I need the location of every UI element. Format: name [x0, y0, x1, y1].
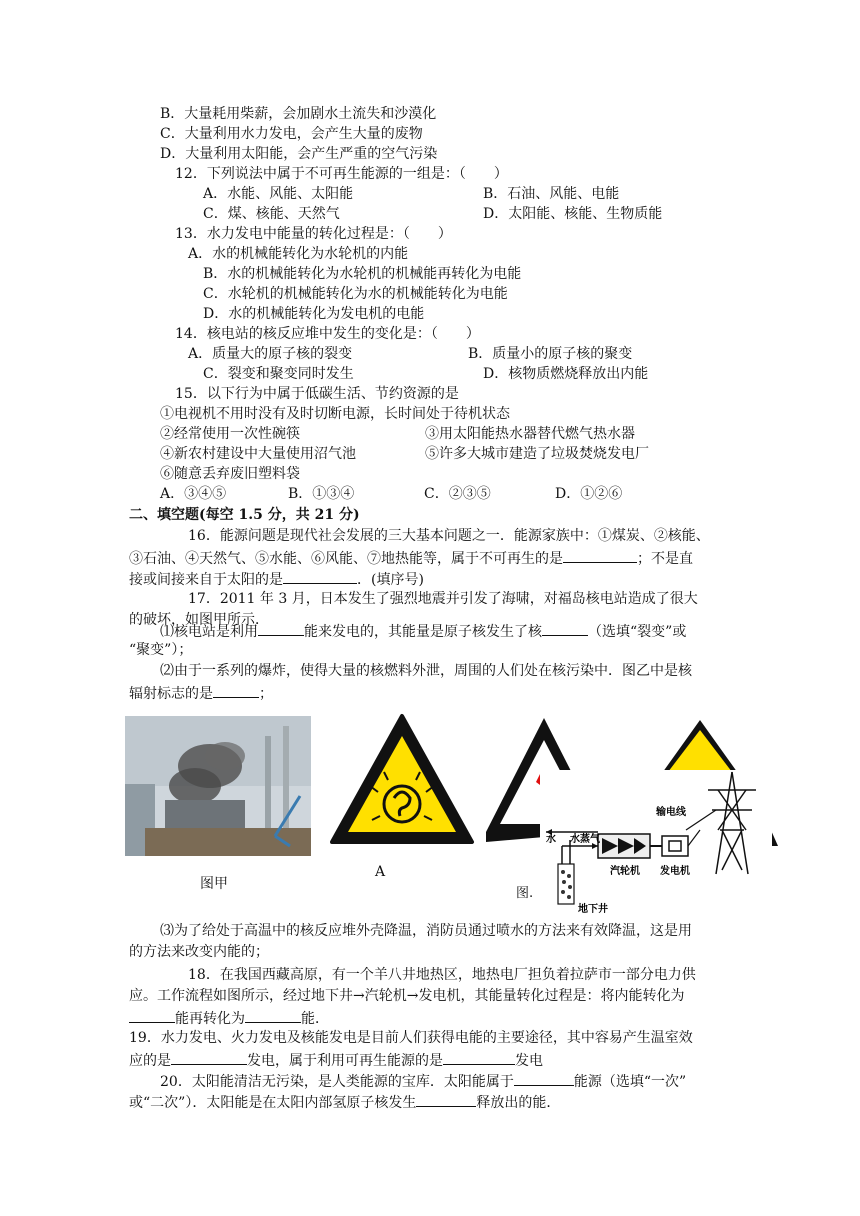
label-turbine: 汽轮机: [610, 866, 640, 877]
q13-stem: 13．水力发电中能量的转化过程是：（ ）: [175, 226, 452, 242]
q16-line1: 16．能源问题是现代社会发展的三大基本问题之一．能源家族中：①煤炭、②核能、: [188, 528, 710, 544]
sign-a-caption: A: [375, 864, 386, 880]
q14-option-c: C．裂变和聚变同时发生: [203, 366, 354, 382]
q17-line2: 的破坏，如图甲所示．: [129, 612, 269, 628]
label-power-line: 输电线: [656, 807, 686, 818]
answer-blank[interactable]: [563, 547, 637, 563]
label-steam: 水蒸气: [570, 834, 600, 845]
q18-line2: 应。工作流程如图所示，经过地下井→汽轮机→发电机，其能量转化过程是：将内能转化为: [129, 988, 685, 1004]
answer-blank[interactable]: [245, 1007, 301, 1023]
fukushima-plant-photo: [125, 716, 311, 856]
q15-option-a: A．③④⑤: [160, 486, 227, 502]
label-generator: 发电机: [660, 866, 690, 877]
q12-option-d: D．太阳能、核能、生物质能: [483, 206, 663, 222]
q19-line1: 19．水力发电、火力发电及核能发电是目前人们获得电能的主要途径，其中容易产生温室效: [129, 1030, 693, 1046]
q15-stem: 15．以下行为中属于低碳生活、节约资源的是: [175, 386, 459, 402]
q12-stem: 12．下列说法中属于不可再生能源的一组是：（ ）: [175, 166, 508, 182]
q15-item-5: ⑤许多大城市建造了垃圾焚烧发电厂: [425, 446, 649, 462]
q13-option-d: D．水的机械能转化为发电机的电能: [203, 306, 425, 322]
q19-line2: 应的是 发电，属于利用可再生能源的是 发电: [129, 1049, 543, 1069]
answer-blank[interactable]: [129, 1007, 175, 1023]
q12-option-c: C．煤、核能、天然气: [203, 206, 340, 222]
noise-warning-sign: [328, 712, 476, 846]
q14-option-d: D．核物质燃烧释放出内能: [483, 366, 649, 382]
q11-option-c: C．大量利用水力发电，会产生大量的废物: [160, 126, 423, 142]
q14-option-a: A．质量大的原子核的裂变: [188, 346, 353, 362]
q15-item-4: ④新农村建设中大量使用沼气池: [160, 446, 356, 462]
q20-line1: 20．太阳能清洁无污染，是人类能源的宝库．太阳能属于 能源（选填“一次”: [160, 1070, 686, 1090]
answer-blank[interactable]: [213, 682, 259, 698]
q17-part3-line2: 的方法来改变内能的；: [129, 944, 269, 960]
q14-stem: 14．核电站的核反应堆中发生的变化是：（ ）: [175, 326, 480, 342]
answer-blank[interactable]: [514, 1070, 574, 1086]
figure-jia-caption: 图甲: [200, 876, 228, 892]
q14-option-b: B．质量小的原子核的聚变: [468, 346, 633, 362]
label-underground-well: 地下井: [578, 904, 608, 915]
q11-option-d: D．大量利用太阳能，会产生严重的空气污染: [160, 146, 438, 162]
answer-blank[interactable]: [542, 620, 588, 636]
figure-yi-caption: 图.: [516, 886, 534, 901]
q20-line2: 或“二次”）．太阳能是在太阳内部氢原子核发生 释放出的能．: [129, 1091, 560, 1111]
q17-part3-line1: ⑶为了给处于高温中的核反应堆外壳降温，消防员通过喷水的方法来有效降温，这是用: [160, 923, 692, 939]
answer-blank[interactable]: [443, 1049, 515, 1065]
q12-option-a: A．水能、风能、太阳能: [203, 186, 354, 202]
geothermal-diagram: [540, 770, 772, 916]
q15-item-2: ②经常使用一次性碗筷: [160, 426, 300, 442]
q16-line2: ③石油、④天然气、⑤水能、⑥风能、⑦地热能等，属于不可再生的是 ；不是直: [129, 547, 693, 567]
q13-option-a: A．水的机械能转化为水轮机的内能: [188, 246, 409, 262]
q13-option-b: B．水的机械能转化为水轮机的机械能再转化为电能: [203, 266, 522, 282]
q15-option-c: C．②③⑤: [424, 486, 491, 502]
label-water: 水: [546, 834, 556, 845]
q13-option-c: C．水轮机的机械能转化为水的机械能转化为电能: [203, 286, 508, 302]
answer-blank[interactable]: [258, 620, 304, 636]
q15-item-6: ⑥随意丢弃废旧塑料袋: [160, 466, 300, 482]
q17-line1: 17．2011 年 3 月，日本发生了强烈地震并引发了海啸，对福岛核电站造成了很大: [188, 591, 698, 607]
q17-part1-line: ⑴核电站是利用 能来发电的，其能量是原子核发生了核 （选填“裂变”或: [160, 620, 686, 640]
q15-option-d: D．①②⑥: [555, 486, 623, 502]
q18-line3: 能再转化为 能．: [129, 1007, 329, 1027]
q17-part2-line2: 辐射标志的是 ；: [129, 682, 273, 702]
answer-blank[interactable]: [171, 1049, 247, 1065]
answer-blank[interactable]: [416, 1091, 476, 1107]
q17-part2-line1: ⑵由于一系列的爆炸，使得大量的核燃料外泄，周围的人们处在核污染中．图乙中是核: [160, 663, 692, 679]
q16-line3: 接或间接来自于太阳的是 ．(填序号): [129, 568, 424, 588]
q17-part1-line2: “聚变”）；: [129, 642, 193, 658]
section-heading-fill-blank: 二、填空题(每空 1.5 分，共 21 分): [129, 507, 360, 523]
q15-item-3: ③用太阳能热水器替代燃气热水器: [425, 426, 635, 442]
q15-item-1: ①电视机不用时没有及时切断电源，长时间处于待机状态: [160, 406, 510, 422]
q18-line1: 18．在我国西藏高原，有一个羊八井地热区，地热电厂担负着拉萨市一部分电力供: [188, 967, 696, 983]
q11-option-b: B．大量耗用柴薪，会加剧水土流失和沙漠化: [160, 106, 437, 122]
q15-option-b: B．①③④: [288, 486, 355, 502]
answer-blank[interactable]: [283, 568, 357, 584]
q12-option-b: B．石油、风能、电能: [483, 186, 620, 202]
